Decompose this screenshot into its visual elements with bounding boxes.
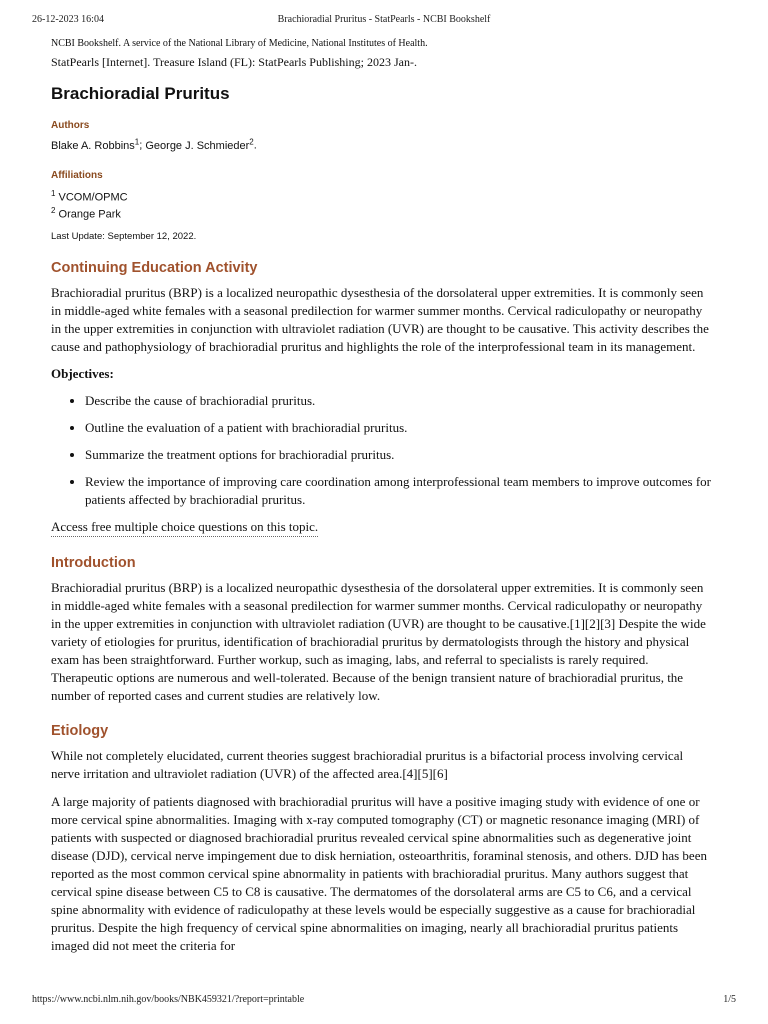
authors-list: Blake A. Robbins$^1$; George J. Schmieder$^2$. bbox=[51, 137, 257, 152]
citation: StatPearls [Internet]. Treasure Island (FL): StatPearls Publishing; 2023 Jan-. bbox=[51, 55, 417, 69]
section-heading-continuing-education: Continuing Education Activity bbox=[51, 259, 258, 276]
cea-paragraph: Brachioradial pruritus (BRP) is a localized neuropathic dysesthesia of the dorsolateral upper extremities. It is commonly seen in middle-aged white females with a seasonal predilection for warmer summer months. Cervical radiculopathy or neuropathy in the upper extremities in conjunction with ultraviolet radiation (UVR) are thought to be causative. This activity describes the cause and pathophysiology of brachioradial pruritus and highlights the role of the interprofessional team in its management. bbox=[51, 284, 709, 354]
affiliations-list bbox=[51, 187, 711, 222]
section-heading-introduction: Introduction bbox=[51, 554, 136, 571]
objective-item: • Outline the evaluation of a patient with brachioradial pruritus. bbox=[85, 419, 711, 437]
authors-label: Authors bbox=[51, 120, 90, 131]
etiology-paragraph-2: A large majority of patients diagnosed with brachioradial pruritus will have a positive imaging study with evidence of one or more cervical spine abnormalities. Imaging with x-ray computed tomography (CT) or magnetic resonance imaging (MRI) of patients with suspected or diagnosed brachioradial pruritus revealed cervical spine abnormalities such as degenerative joint disease (DJD), cervical nerve impingement due to disk herniation, osteoarthritis, foraminal stenosis, and others. DJD has been reported as the most common cervical spine abnormality in patients with brachioradial pruritus. Many authors suggest that cervical spine disease between C5 to C8 is causative. The dermatomes of the dorsolateral arms are C5 to C6, and a cervical spine abnormality with evidence of radiculopathy at these levels would be especially suggestive as a cause for brachioradial pruritus. Despite the high frequency of cervical spine abnormalities on imaging, nearly all brachioradial pruritus patients imaged did not meet the criteria for bbox=[51, 793, 707, 953]
print-page-number: 1/5 bbox=[723, 994, 736, 1005]
print-header bbox=[32, 14, 736, 30]
author-link[interactable]: George J. Schmieder$^2$ bbox=[145, 137, 254, 152]
affiliation-item: $^2$ Orange Park bbox=[51, 206, 121, 221]
affiliations-label: Affiliations bbox=[51, 169, 103, 181]
author-link[interactable]: Blake A. Robbins$^1$ bbox=[51, 137, 140, 152]
introduction-paragraph: Brachioradial pruritus (BRP) is a localized neuropathic dysesthesia of the dorsolateral upper extremities. It is commonly seen in middle-aged white females with a seasonal predilection for warmer summer months. Cervical radiculopathy or neuropathy in the upper extremities in conjunction with ultraviolet radiation (UVR) are thought to be causative.[1][2][3] Despite the wide variety of etiologies for pruritus, identification of brachioradial pruritus by dermatologists through the history and physical exam has been straightforward. Further workup, such as imaging, labs, and referral to specialists is rarely required. Therapeutic options are numerous and well-tolerated. Because of the benign transient nature of brachioradial pruritus, the number of reported cases and current studies are relatively low. bbox=[51, 579, 706, 703]
section-heading-etiology: Etiology bbox=[51, 722, 109, 739]
last-update: Last Update: September 12, 2022. bbox=[51, 230, 197, 242]
print-url: https://www.ncbi.nlm.nih.gov/books/NBK459321/?report=printable bbox=[32, 994, 305, 1005]
print-page-title: Brachioradial Pruritus - StatPearls - NCBI Bookshelf bbox=[277, 14, 491, 25]
objective-item: • Describe the cause of brachioradial pruritus. bbox=[85, 392, 711, 410]
objectives-label: Objectives: bbox=[51, 365, 114, 381]
ncbi-bookshelf-note: NCBI Bookshelf. A service of the National Library of Medicine, National Institutes of Health. bbox=[51, 38, 428, 49]
objective-item: • Summarize the treatment options for brachioradial pruritus. bbox=[85, 446, 711, 464]
article-content bbox=[51, 38, 711, 965]
objective-item: • Review the importance of improving care coordination among interprofessional team members to improve outcomes for patients affected by brachioradial pruritus. bbox=[85, 473, 711, 509]
page-title: Brachioradial Pruritus bbox=[51, 84, 230, 103]
etiology-paragraph-1: While not completely elucidated, current theories suggest brachioradial pruritus is a bifactorial process involving cervical nerve irritation and ultraviolet radiation (UVR) of the affected area.[4][5][6] bbox=[51, 747, 684, 781]
affiliation-item: $^1$ VCOM/OPMC bbox=[51, 188, 128, 204]
print-datetime: 26-12-2023 16:04 bbox=[32, 14, 104, 25]
print-footer bbox=[32, 994, 736, 1010]
mcq-link[interactable]: Access free multiple choice questions on this topic. bbox=[51, 518, 318, 537]
objectives-list bbox=[51, 392, 711, 509]
